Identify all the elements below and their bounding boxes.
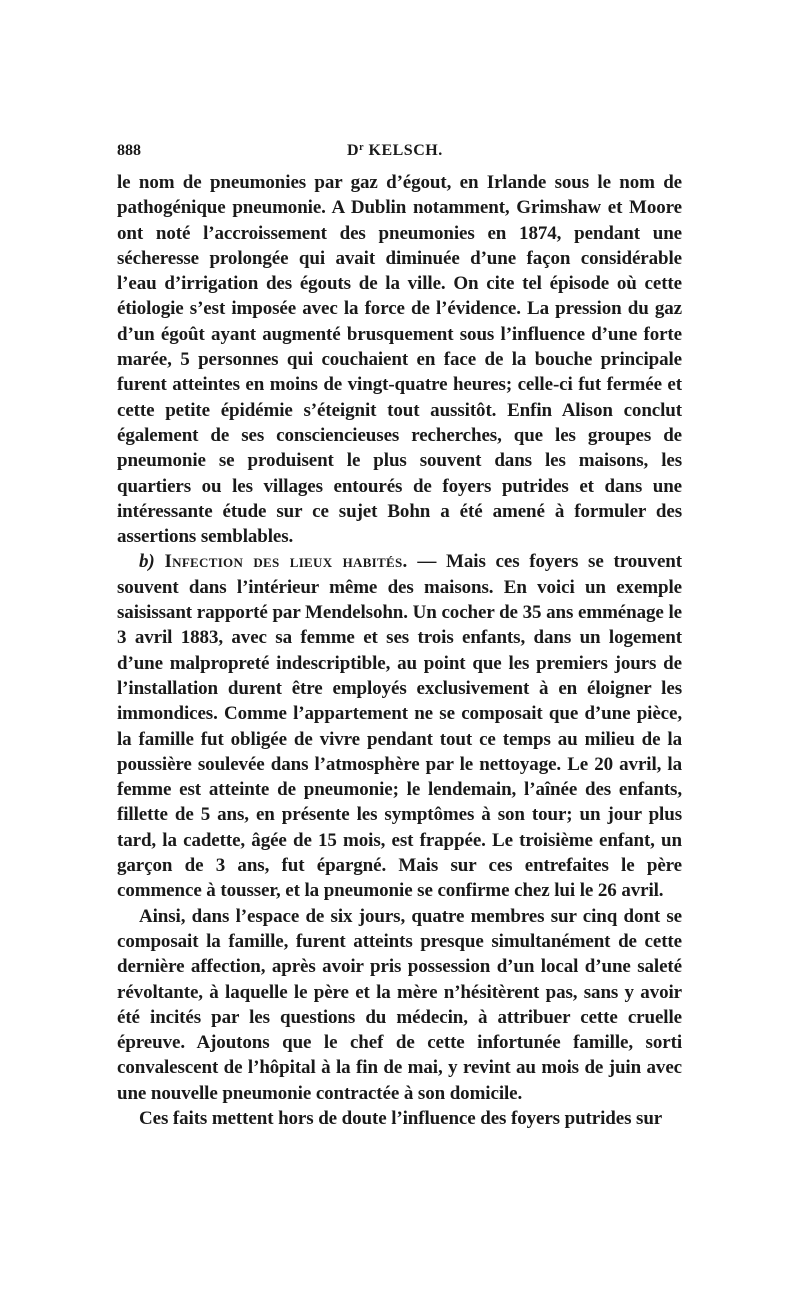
paragraph-ainsi: Ainsi, dans l’espace de six jours, quatre membres sur cinq dont se composait la famille, furent atteints presque simultanément de cette dernière affection, après avoir pris possession d’un local d’une saleté révoltante, à laquelle le père et la mère n’hésitèrent pas, sans y avoir été incités par les questions du médecin, à attribuer cette cruelle épreuve. Ajoutons que le chef de cette infortunée famille, sorti convalescent de l’hôpital à la fin de mai, y revint au mois de juin avec une nouvelle pneumonie contractée à son domicile. xyxy=(117,905,682,1104)
author-name: KELSCH. xyxy=(364,142,443,159)
body-text xyxy=(117,170,682,1131)
header-author xyxy=(347,142,443,160)
paragraph-section-b xyxy=(117,549,682,903)
running-head xyxy=(117,140,682,170)
author-superscript: r xyxy=(359,142,365,153)
paragraph-ces-faits: Ces faits mettent hors de doute l’influence des foyers putrides sur xyxy=(139,1107,663,1129)
section-title: Infection des lieux habités. xyxy=(164,551,408,573)
page-number: 888 xyxy=(117,142,141,159)
section-label: b) xyxy=(139,551,155,573)
book-page xyxy=(117,140,682,1131)
paragraph-continued: le nom de pneumonies par gaz d’égout, en Irlande sous le nom de pathogénique pneumonie. A Dublin notamment, Grimshaw et Moore ont noté l’accroissement des pneumonies en 1874, pendant une sécheresse prolongée qui avait diminuée d’une façon considérable l’eau d’irrigation des égouts de la ville. On cite tel épisode où cette étiologie s’est imposée avec la force de l’évidence. La pression du gaz d’un égoût ayant augmenté brusquement sous l’influence d’une forte marée, 5 personnes qui couchaient en face de la bouche principale furent atteintes en moins de vingt-quatre heures; celle-ci fut fermée et cette petite épidémie s’éteignit tout aussitôt. Enfin Alison conclut également de ses consciencieuses recherches, que les groupes de pneumonie se produisent le plus souvent dans les maisons, les quartiers ou les villages entourés de foyers putrides et dans une intéressante étude sur ce sujet Bohn a été amené à formuler des assertions semblables. xyxy=(117,172,682,548)
section-text: — Mais ces foyers se trouvent souvent dans l’intérieur même des maisons. En voici un exemple saisissant rapporté par Mendelsohn. Un cocher de 35 ans emménage le 3 avril 1883, avec sa femme et ses trois enfants, dans un logement d’une malpropreté indescriptible, au point que les premiers jours de l’installation durent être employés exclusivement à en éloigner les immondices. Comme l’appartement ne se composait que d’une pièce, la famille fut obligée de vivre pendant tout ce temps au milieu de la poussière soulevée dans l’atmosphère par le nettoyage. Le 20 avril, la femme est atteinte de pneumonie; le lendemain, l’aînée des enfants, fillette de 5 ans, en présente les symptômes à son tour; un jour plus tard, la cadette, âgée de 15 mois, est frappée. Le troisième enfant, un garçon de 3 ans, fut épargné. Mais sur ces entrefaites le père commence à tousser, et la pneumonie se confirme chez lui le 26 avril. xyxy=(117,551,682,902)
author-prefix: D xyxy=(347,142,360,159)
